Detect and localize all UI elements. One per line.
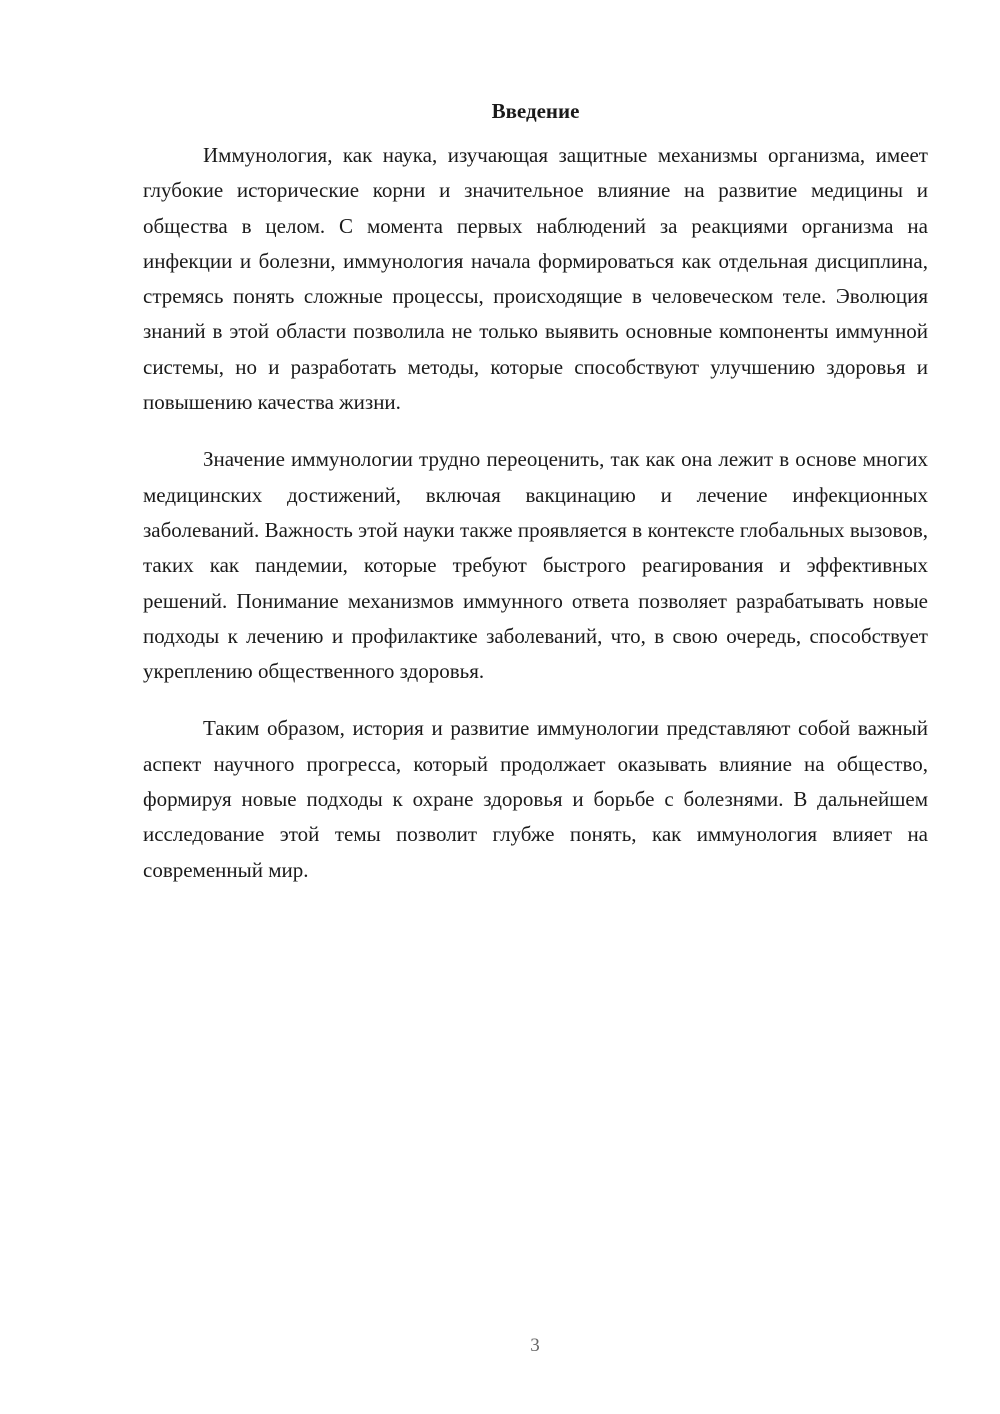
paragraph-3: Таким образом, история и развитие иммунологии представляют собой важный аспект научного прогресса, который продолжает оказывать влияние на общество, формируя новые подходы к охране здоровья и борьбе с болезнями. В дальнейшем исследование этой темы позволит глубже понять, как иммунология влияет на современный мир. xyxy=(143,716,928,882)
page-number: 3 xyxy=(530,1335,540,1356)
page-content xyxy=(143,96,928,910)
paragraph-1: Иммунология, как наука, изучающая защитные механизмы организма, имеет глубокие исторические корни и значительное влияние на развитие медицины и общества в целом. С момента первых наблюдений за реакциями организма на инфекции и болезни, иммунология начала формироваться как отдельная дисциплина, стремясь понять сложные процессы, происходящие в человеческом теле. Эволюция знаний в этой области позволила не только выявить основные компоненты иммунной системы, но и разработать методы, которые способствуют улучшению здоровья и повышению качества жизни. xyxy=(143,143,928,415)
section-heading: Введение xyxy=(491,99,580,123)
paragraph-2: Значение иммунологии трудно переоценить, так как она лежит в основе многих медицинских достижений, включая вакцинацию и лечение инфекционных заболеваний. Важность этой науки также проявляется в контексте глобальных вызовов, таких как пандемии, которые требуют быстрого реагирования и эффективных решений. Понимание механизмов иммунного ответа позволяет разрабатывать новые подходы к лечению и профилактике заболеваний, что, в свою очередь, способствует укреплению общественного здоровья. xyxy=(143,447,928,684)
